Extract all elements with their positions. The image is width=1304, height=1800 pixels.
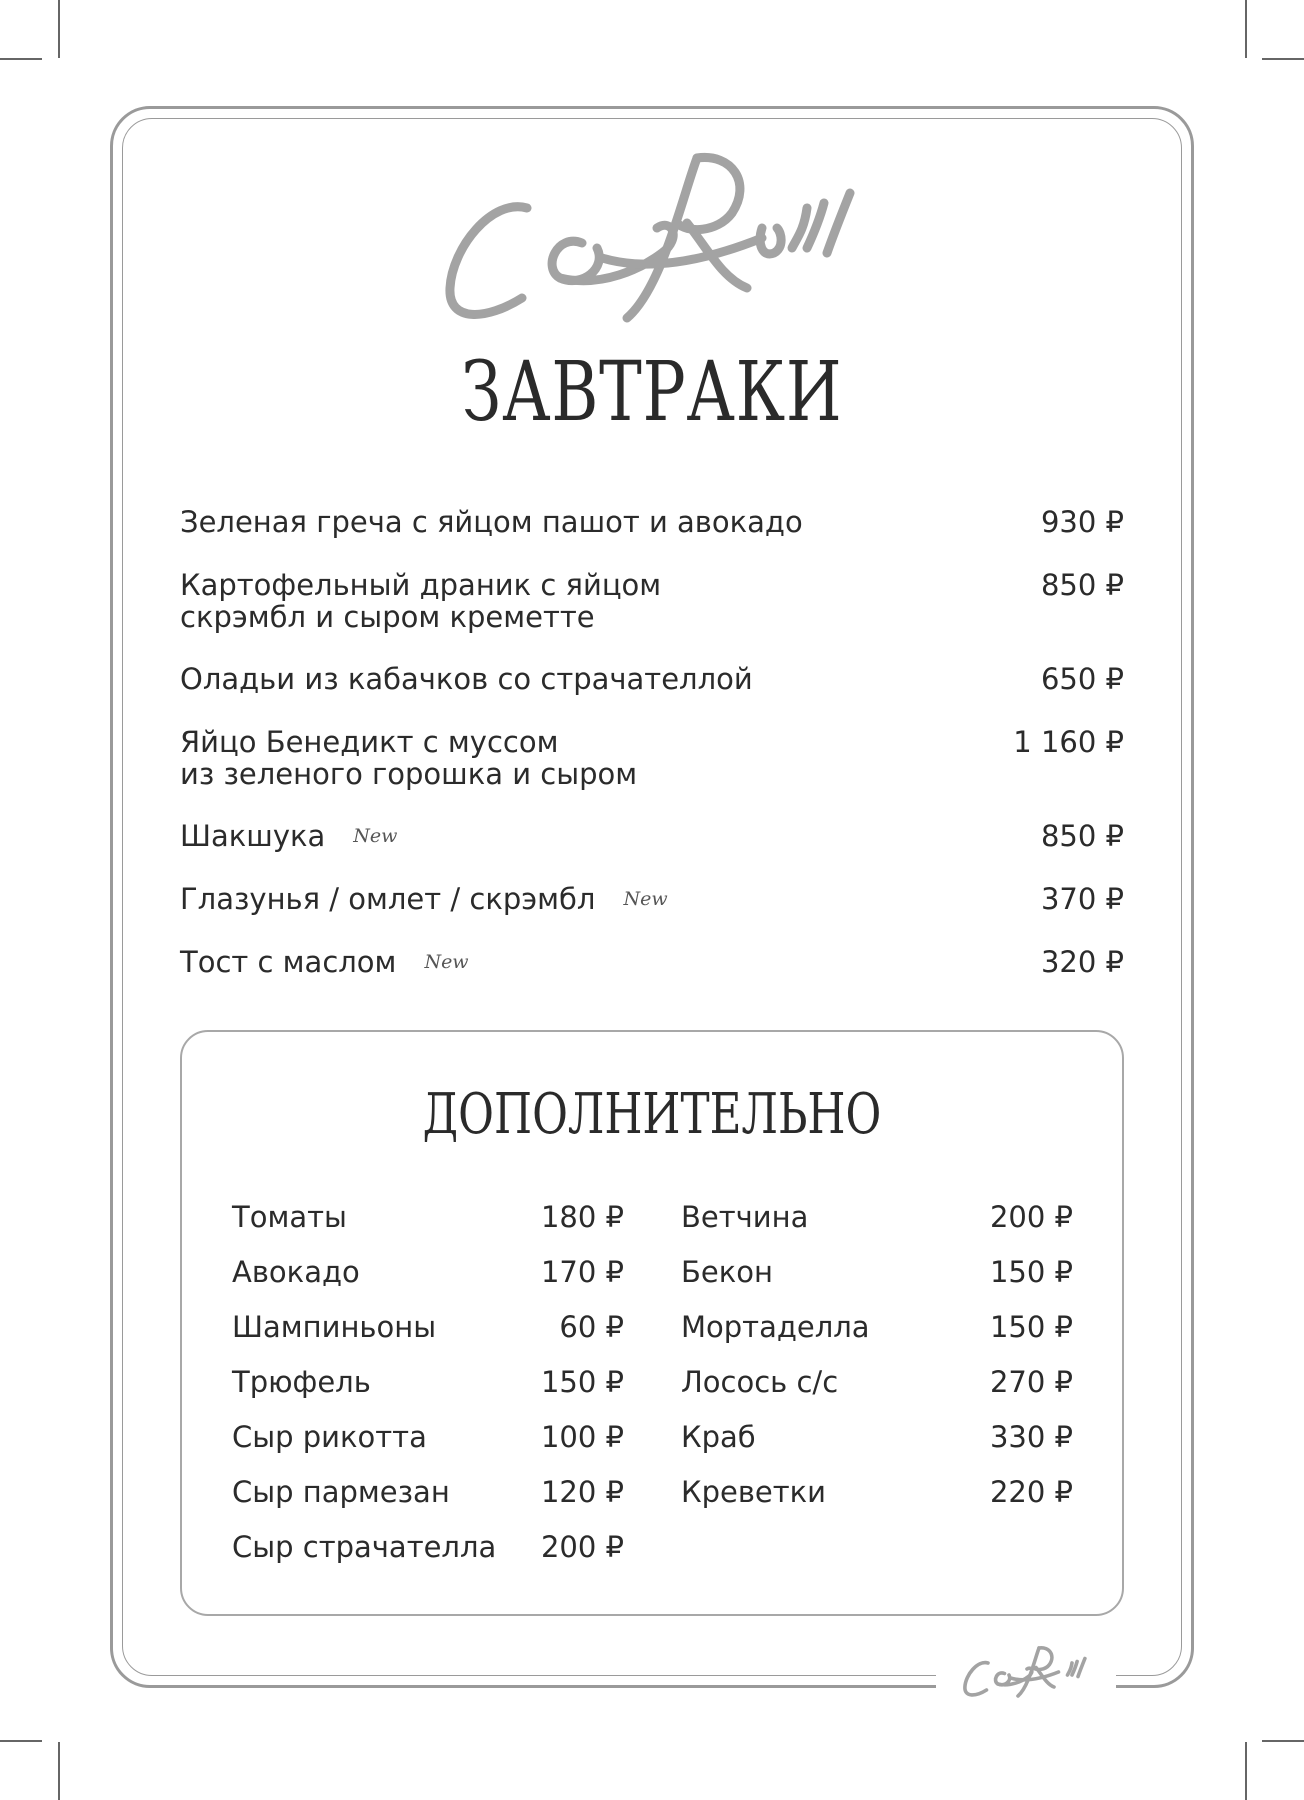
menu-item-price: 650 ₽: [1040, 662, 1124, 696]
brand-logo: [432, 138, 882, 338]
menu-item-name: Яйцо Бенедикт с муссом из зеленого горошка и сыром: [180, 725, 638, 791]
extras-item-name: Сыр страчателла: [232, 1530, 497, 1564]
extras-item: [681, 1201, 1073, 1233]
extras-item-price: 270 ₽: [989, 1365, 1073, 1399]
menu-item: [180, 506, 1124, 538]
extras-item: [232, 1366, 624, 1398]
extras-item-price: 330 ₽: [989, 1420, 1073, 1454]
extras-item: [232, 1421, 624, 1453]
extras-item-price: 150 ₽: [540, 1365, 624, 1399]
menu-item-price: 850 ₽: [1040, 819, 1124, 853]
new-badge: New: [353, 825, 398, 847]
menu-item: [180, 820, 1124, 852]
crop-mark: [0, 58, 42, 60]
extras-item-price: 150 ₽: [989, 1310, 1073, 1344]
extras-item-name: Сыр рикотта: [232, 1420, 427, 1454]
menu-item: [180, 569, 1124, 633]
extras-item: [681, 1366, 1073, 1398]
extras-item: [681, 1256, 1073, 1288]
menu-item: [180, 726, 1124, 790]
extras-item-price: 200 ₽: [989, 1200, 1073, 1234]
menu-item-price: 930 ₽: [1040, 505, 1124, 539]
extras-item: [232, 1256, 624, 1288]
new-badge: New: [424, 951, 469, 973]
menu-item-price: 850 ₽: [1040, 568, 1124, 602]
extras-item-price: 150 ₽: [989, 1255, 1073, 1289]
extras-item-price: 220 ₽: [989, 1475, 1073, 1509]
extras-item: [232, 1311, 624, 1343]
extras-item-name: Ветчина: [681, 1200, 809, 1234]
brand-logo-small: [952, 1642, 1102, 1702]
crop-mark: [1262, 58, 1304, 60]
extras-item-name: Креветки: [681, 1475, 827, 1509]
extras-item-price: 180 ₽: [540, 1200, 624, 1234]
extras-item: [681, 1311, 1073, 1343]
extras-item-name: Сыр пармезан: [232, 1475, 450, 1509]
menu-item-name: Глазунья / омлет / скрэмбл: [180, 882, 596, 916]
extras-item-name: Краб: [681, 1420, 756, 1454]
extras-item: [232, 1531, 624, 1563]
menu-item: [180, 946, 1124, 978]
menu-item-name: Шакшука: [180, 819, 326, 853]
extras-item-name: Авокадо: [232, 1255, 360, 1289]
menu-item: [180, 663, 1124, 695]
extras-item-price: 60 ₽: [559, 1310, 624, 1344]
extras-item: [681, 1421, 1073, 1453]
extras-item-name: Трюфель: [232, 1365, 371, 1399]
menu-item-name: Картофельный драник с яйцом скрэмбл и сыром креметте: [180, 568, 662, 634]
page-title: ЗАВТРАКИ: [461, 345, 843, 440]
crop-mark: [1245, 1742, 1247, 1800]
menu-item: [180, 883, 1124, 915]
menu-item-name: Зеленая греча с яйцом пашот и авокадо: [180, 505, 803, 539]
crop-mark: [0, 1740, 42, 1742]
extras-item-name: Шампиньоны: [232, 1310, 437, 1344]
menu-item-price: 1 160 ₽: [1013, 725, 1124, 759]
extras-item-price: 100 ₽: [540, 1420, 624, 1454]
extras-item-name: Мортаделла: [681, 1310, 870, 1344]
extras-item-price: 200 ₽: [540, 1530, 624, 1564]
extras-item: [681, 1476, 1073, 1508]
extras-item: [232, 1201, 624, 1233]
menu-item-name: Тост с маслом: [180, 945, 397, 979]
menu-item-price: 370 ₽: [1040, 882, 1124, 916]
extras-item: [232, 1476, 624, 1508]
menu-item-price: 320 ₽: [1040, 945, 1124, 979]
extras-item-price: 170 ₽: [540, 1255, 624, 1289]
crop-mark: [1262, 1740, 1304, 1742]
crop-mark: [58, 1742, 60, 1800]
extras-item-price: 120 ₽: [540, 1475, 624, 1509]
menu-item-name: Оладьи из кабачков со страчателлой: [180, 662, 753, 696]
extras-item-name: Лосось с/с: [681, 1365, 839, 1399]
extras-item-name: Томаты: [232, 1200, 347, 1234]
extras-item-name: Бекон: [681, 1255, 773, 1289]
extras-title: ДОПОЛНИТЕЛЬНО: [422, 1082, 882, 1147]
crop-mark: [1245, 0, 1247, 58]
new-badge: New: [623, 888, 668, 910]
crop-mark: [58, 0, 60, 58]
